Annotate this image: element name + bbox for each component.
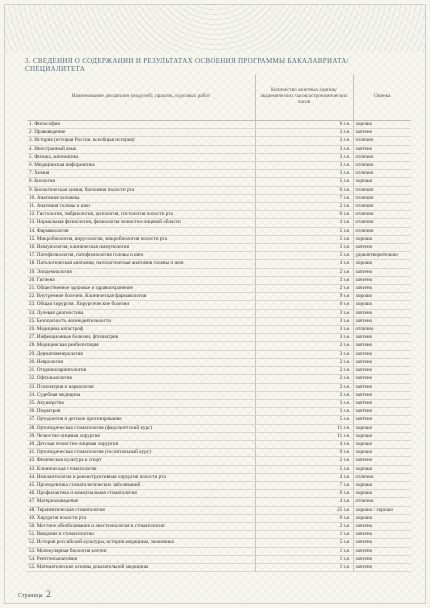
course-name: 23. Общая хирургия. Хирургические болезни (27, 301, 255, 309)
course-credits: 9 з.е. (255, 293, 353, 301)
course-credits: 3 з.е. (255, 334, 353, 342)
course-grade: зачтено (353, 539, 411, 547)
course-grade: отлично (353, 162, 411, 170)
course-name: 11. Анатомия головы и шеи (27, 203, 255, 211)
course-name: 41. Ортопедическая стоматология (госпитальный курс) (27, 449, 255, 457)
table-row (27, 408, 411, 416)
page-number: 2 (46, 589, 51, 599)
course-name: 29. Дерматовенерология (27, 350, 255, 358)
table-row (27, 473, 411, 481)
course-name: 7. Химия (27, 170, 255, 178)
course-grade: отлично (353, 227, 411, 235)
course-name: 44. Имплантология и реконструктивная хирургия полости рта (27, 473, 255, 481)
course-grade: хорошо / хорошо (353, 506, 411, 514)
course-credits: 9 з.е. (255, 449, 353, 457)
table-row (27, 153, 411, 161)
table-row (27, 170, 411, 178)
course-grade: зачтено (353, 522, 411, 530)
course-grade: зачтено (353, 391, 411, 399)
course-credits: 4 з.е. (255, 440, 353, 448)
table-row (27, 522, 411, 530)
table-row (27, 194, 411, 202)
course-grade: отлично (353, 153, 411, 161)
course-credits: 7 з.е. (255, 194, 353, 202)
course-grade: хорошо (353, 481, 411, 489)
course-name: 51. Введение в стоматологию (27, 531, 255, 539)
course-name: 33. Психиатрия и наркология (27, 383, 255, 391)
table-row (27, 416, 411, 424)
course-credits: 2 з.е. (255, 285, 353, 293)
course-name: 45. Пропедевтика стоматологических заболеваний (27, 481, 255, 489)
course-name: 22. Внутренние болезни. Клиническая фармакология (27, 293, 255, 301)
table-row (27, 178, 411, 186)
header-credits: Количество зачетных единиц/академических часов/астрономических часов (255, 74, 353, 121)
course-name: 43. Клиническая стоматология (27, 465, 255, 473)
table-row (27, 137, 411, 145)
course-credits: 2 з.е. (255, 457, 353, 465)
course-grade: удовлетворительно (353, 252, 411, 260)
table-row (27, 268, 411, 276)
table-row (27, 219, 411, 227)
course-credits: 5 з.е. (255, 252, 353, 260)
course-grade: зачтено (353, 309, 411, 317)
page-label: Страница (18, 593, 43, 599)
course-grade: хорошо (353, 449, 411, 457)
course-grade: зачтено (353, 383, 411, 391)
course-credits: 3 з.е. (255, 162, 353, 170)
table-row (27, 334, 411, 342)
course-name: 16. Иммунология, клиническая иммунология (27, 244, 255, 252)
course-name: 2. Правоведение (27, 129, 255, 137)
course-name: 12. Гистология, эмбриология, цитология, гистология полости рта (27, 211, 255, 219)
course-grade: отлично (353, 219, 411, 227)
table-row (27, 252, 411, 260)
table-row (27, 432, 411, 440)
course-name: 37. Ортодонтия и детское протезирование (27, 416, 255, 424)
course-name: 39. Челюстно-лицевая хирургия (27, 432, 255, 440)
course-grade: хорошо (353, 432, 411, 440)
course-name: 49. Хирургия полости рта (27, 514, 255, 522)
course-credits: 2 з.е. (255, 383, 353, 391)
course-grade: отлично (353, 186, 411, 194)
course-name: 38. Ортопедическая стоматология (факультетский курс) (27, 424, 255, 432)
course-name: 18. Патологическая анатомия, патологическая анатомия головы и шеи (27, 260, 255, 268)
course-grade: хорошо (353, 440, 411, 448)
course-credits: 3 з.е. (255, 129, 353, 137)
course-grade: хорошо (353, 301, 411, 309)
course-credits: 6 з.е. (255, 490, 353, 498)
table-row (27, 514, 411, 522)
course-name: 15. Микробиология, вирусология, микробиология полости рта (27, 235, 255, 243)
table-row (27, 121, 411, 129)
course-grade: хорошо (353, 465, 411, 473)
course-grade: зачтено (353, 342, 411, 350)
table-row (27, 449, 411, 457)
course-credits: 5 з.е. (255, 227, 353, 235)
course-credits: 2 з.е. (255, 342, 353, 350)
course-grade: зачтено (353, 285, 411, 293)
header-grade: Оценка (353, 74, 411, 121)
course-name: 32. Офтальмология (27, 375, 255, 383)
course-grade: отлично (353, 194, 411, 202)
course-credits: 2 з.е. (255, 391, 353, 399)
table-row (27, 162, 411, 170)
table-row (27, 301, 411, 309)
course-grade: отлично (353, 170, 411, 178)
course-grade: зачтено (353, 358, 411, 366)
table-row (27, 531, 411, 539)
course-credits: 3 з.е. (255, 309, 353, 317)
table-row (27, 563, 411, 571)
table-row (27, 211, 411, 219)
table-row (27, 440, 411, 448)
course-name: 35. Акушерство (27, 399, 255, 407)
table-row (27, 227, 411, 235)
courses-table (27, 74, 411, 572)
course-credits: 5 з.е. (255, 539, 353, 547)
table-row (27, 260, 411, 268)
table-row (27, 506, 411, 514)
course-grade: зачтено (353, 547, 411, 555)
course-grade: зачтено (353, 268, 411, 276)
table-row (27, 367, 411, 375)
header-disciplines: Наименование дисциплин (модулей), практик, курсовых работ (27, 74, 255, 121)
course-credits: 25 з.е. (255, 506, 353, 514)
course-credits: 3 з.е. (255, 408, 353, 416)
course-grade: зачтено (353, 563, 411, 571)
course-name: 17. Патофизиология, патофизиология головы и шеи (27, 252, 255, 260)
course-name: 47. Материаловедение (27, 498, 255, 506)
table-row (27, 399, 411, 407)
course-credits: 3 з.е. (255, 350, 353, 358)
course-credits: 5 з.е. (255, 178, 353, 186)
table-row (27, 391, 411, 399)
course-credits: 1 з.е. (255, 531, 353, 539)
table-row (27, 350, 411, 358)
table-row (27, 276, 411, 284)
course-grade: зачтено (353, 457, 411, 465)
course-grade: хорошо (353, 514, 411, 522)
table-row (27, 490, 411, 498)
page-footer (18, 589, 51, 599)
course-credits: 5 з.е. (255, 416, 353, 424)
course-credits: 1 з.е. (255, 555, 353, 563)
course-grade: зачтено (353, 129, 411, 137)
table-row (27, 383, 411, 391)
course-credits: 3 з.е. (255, 276, 353, 284)
course-grade: отлично (353, 473, 411, 481)
course-name: 25. Безопасность жизнедеятельности (27, 317, 255, 325)
table-row (27, 358, 411, 366)
course-credits: 3 з.е. (255, 244, 353, 252)
course-credits: 3 з.е. (255, 170, 353, 178)
course-name: 13. Нормальная физиология, физиология челюстно-лицевой области (27, 219, 255, 227)
course-grade: зачтено (353, 555, 411, 563)
table-row (27, 555, 411, 563)
course-credits: 4 з.е. (255, 260, 353, 268)
course-grade: зачтено (353, 350, 411, 358)
table-row (27, 145, 411, 153)
course-credits: 3 з.е. (255, 145, 353, 153)
course-credits: 6 з.е. (255, 121, 353, 129)
course-credits: 2 з.е. (255, 358, 353, 366)
course-grade: зачтено (353, 399, 411, 407)
table-row (27, 498, 411, 506)
course-name: 9. Биологическая химия, биохимия полости рта (27, 186, 255, 194)
course-grade: хорошо (353, 293, 411, 301)
table-row (27, 309, 411, 317)
course-credits: 2 з.е. (255, 203, 353, 211)
table-row (27, 547, 411, 555)
course-grade: хорошо (353, 490, 411, 498)
course-credits: 7 з.е. (255, 481, 353, 489)
course-credits: 1 з.е. (255, 563, 353, 571)
table-row (27, 186, 411, 194)
table-row (27, 457, 411, 465)
course-name: 3. История (история России, всеобщая история) (27, 137, 255, 145)
course-credits: 5 з.е. (255, 235, 353, 243)
course-name: 26. Медицина катастроф (27, 326, 255, 334)
course-name: 14. Фармакология (27, 227, 255, 235)
course-grade: отлично (353, 498, 411, 506)
course-credits: 2 з.е. (255, 268, 353, 276)
course-name: 40. Детская челюстно-лицевая хирургия (27, 440, 255, 448)
course-credits: 4 з.е. (255, 219, 353, 227)
table-row (27, 481, 411, 489)
course-name: 4. Иностранный язык (27, 145, 255, 153)
course-credits: 3 з.е. (255, 153, 353, 161)
course-name: 21. Общественное здоровье и здравоохранение (27, 285, 255, 293)
course-grade: хорошо (353, 235, 411, 243)
course-grade: зачтено (353, 531, 411, 539)
course-name: 36. Педиатрия (27, 408, 255, 416)
course-credits: 2 з.е. (255, 367, 353, 375)
course-credits: 6 з.е. (255, 301, 353, 309)
course-name: 8. Биология (27, 178, 255, 186)
course-name: 55. Математические основы доказательной медицины (27, 563, 255, 571)
table-row (27, 326, 411, 334)
course-grade: отлично (353, 326, 411, 334)
course-grade: зачтено (353, 375, 411, 383)
table-header-row (27, 74, 411, 121)
course-credits: 3 з.е. (255, 326, 353, 334)
course-name: 5. Физика, математика (27, 153, 255, 161)
course-grade: зачтено (353, 416, 411, 424)
course-credits: 3 з.е. (255, 317, 353, 325)
course-name: 31. Оториноларингология (27, 367, 255, 375)
course-credits: 5 з.е. (255, 465, 353, 473)
table-row (27, 539, 411, 547)
course-name: 34. Судебная медицина (27, 391, 255, 399)
course-credits: 11 з.е. (255, 432, 353, 440)
course-name: 1. Философия (27, 121, 255, 129)
table-row (27, 203, 411, 211)
course-name: 52. История российской культуры, история медицины, экономика (27, 539, 255, 547)
course-credits: 4 з.е. (255, 498, 353, 506)
table-row (27, 317, 411, 325)
table-row (27, 244, 411, 252)
guilloche-pattern (4, 4, 426, 52)
course-name: 20. Гигиена (27, 276, 255, 284)
course-name: 50. Местное обезболивание и анестезиология в стоматологии (27, 522, 255, 530)
course-grade: зачтено (353, 334, 411, 342)
table-row (27, 285, 411, 293)
course-name: 27. Инфекционные болезни, фтизиатрия (27, 334, 255, 342)
course-name: 46. Профилактика и коммунальная стоматология (27, 490, 255, 498)
table-row (27, 424, 411, 432)
course-grade: хорошо (353, 260, 411, 268)
course-credits: 6 з.е. (255, 514, 353, 522)
course-name: 19. Эпидемиология (27, 268, 255, 276)
section-title: 3. СВЕДЕНИЯ О СОДЕРЖАНИИ И РЕЗУЛЬТАТАХ ОСВОЕНИЯ ПРОГРАММЫ БАКАЛАВРИАТА/СПЕЦИАЛИТЕТА (25, 57, 349, 73)
course-credits: 6 з.е. (255, 211, 353, 219)
course-credits: 4 з.е. (255, 473, 353, 481)
table-row (27, 465, 411, 473)
course-grade: зачтено (353, 276, 411, 284)
course-credits: 11 з.е. (255, 424, 353, 432)
course-name: 53. Молекулярная биология клетки (27, 547, 255, 555)
course-grade: отлично (353, 211, 411, 219)
course-name: 30. Неврология (27, 358, 255, 366)
table-row (27, 293, 411, 301)
course-grade: зачтено (353, 367, 411, 375)
course-name: 28. Медицинская реабилитация (27, 342, 255, 350)
course-name: 48. Терапевтическая стоматология (27, 506, 255, 514)
course-grade: зачтено (353, 408, 411, 416)
course-grade: зачтено (353, 145, 411, 153)
course-name: 10. Анатомия человека (27, 194, 255, 202)
course-grade: отлично (353, 203, 411, 211)
course-credits: 2 з.е. (255, 522, 353, 530)
course-grade: зачтено (353, 317, 411, 325)
table-row (27, 375, 411, 383)
course-name: 42. Физическая культура и спорт (27, 457, 255, 465)
course-grade: хорошо (353, 424, 411, 432)
course-name: 6. Медицинская информатика (27, 162, 255, 170)
course-grade: хорошо (353, 121, 411, 129)
course-credits: 1 з.е. (255, 547, 353, 555)
course-grade: хорошо (353, 178, 411, 186)
course-name: 54. Рентгеноанатомия (27, 555, 255, 563)
table-row (27, 342, 411, 350)
course-credits: 2 з.е. (255, 375, 353, 383)
course-credits: 3 з.е. (255, 399, 353, 407)
table-row (27, 235, 411, 243)
table-row (27, 129, 411, 137)
course-name: 24. Лучевая диагностика (27, 309, 255, 317)
course-credits: 3 з.е. (255, 137, 353, 145)
course-grade: отлично (353, 137, 411, 145)
course-credits: 6 з.е. (255, 186, 353, 194)
course-grade: зачтено (353, 244, 411, 252)
